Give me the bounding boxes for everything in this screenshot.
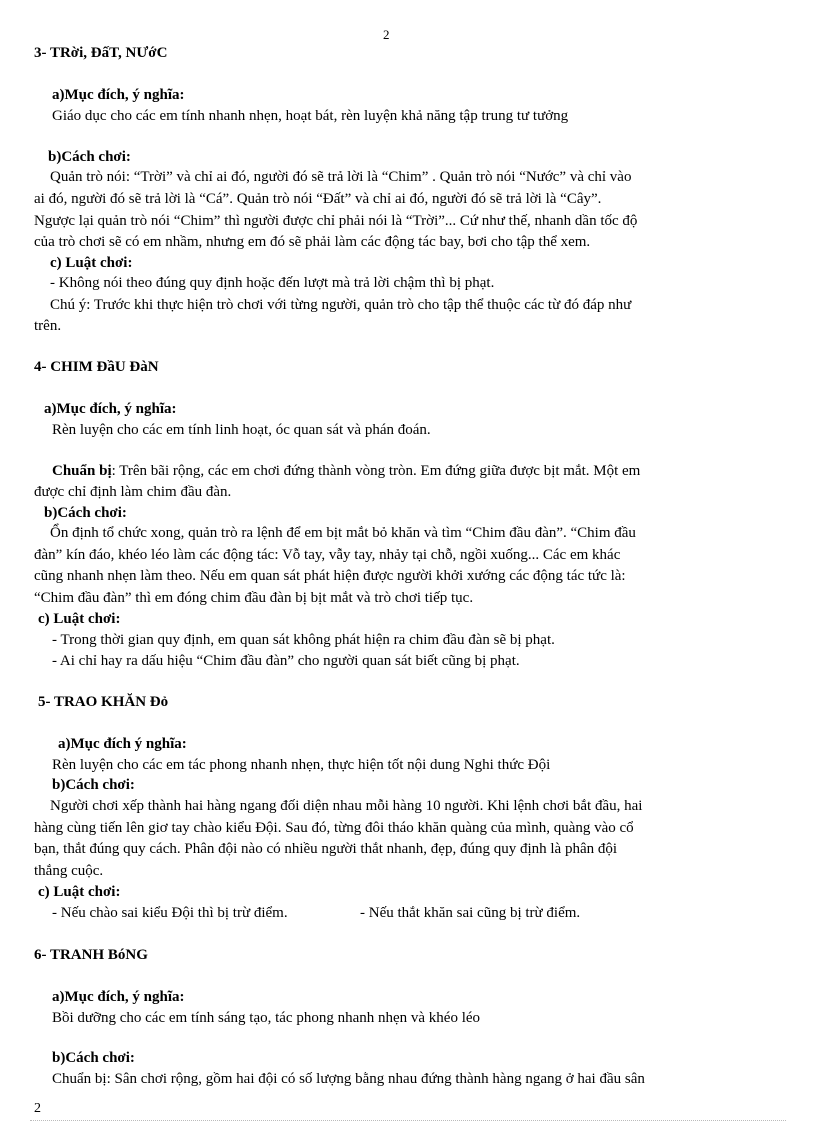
section5-rule-2: - Nếu thắt khăn sai cũng bị trừ điểm. <box>360 905 581 921</box>
section3-play-line: Quản trò nói: “Trời” và chỉ ai đó, người đó sẽ trả lời là “Chim” . Quản trò nói “Nước” và chỉ vào <box>50 169 632 185</box>
section5-play-line: thắng cuộc. <box>34 863 104 879</box>
section4-prep-text: : Trên bãi rộng, các em chơi đứng thành vòng tròn. Em đứng giữa được bịt mắt. Một em <box>111 463 641 479</box>
section5-rules-heading: c) Luật chơi: <box>38 884 121 900</box>
section4-prep-label: Chuẩn bị <box>52 463 112 479</box>
section3-purpose-heading: a)Mục đích, ý nghĩa: <box>52 87 185 103</box>
section5-play-line: bạn, thắt đúng quy cách. Phân đội nào có nhiều người thắt nhanh, đẹp, đúng quy định là phân đội <box>34 841 618 857</box>
section4-rule-line: - Ai chỉ hay ra dấu hiệu “Chim đầu đàn” cho người quan sát biết cũng bị phạt. <box>52 653 520 669</box>
section5-purpose-heading: a)Mục đích ý nghĩa: <box>58 736 187 752</box>
section5-purpose-text: Rèn luyện cho các em tác phong nhanh nhẹn, thực hiện tốt nội dung Nghi thức Đội <box>52 757 551 773</box>
section3-play-line: của trò chơi sẽ có em nhầm, nhưng em đó sẽ phải làm các động tác bay, bơi cho tập thể xem. <box>34 234 591 250</box>
section3-title: 3- TRời, ĐấT, NƯớC <box>34 45 168 61</box>
section6-purpose-text: Bồi dưỡng cho các em tính sáng tạo, tác phong nhanh nhẹn và khéo léo <box>52 1010 481 1026</box>
section4-prep-line2: được chỉ định làm chim đầu đàn. <box>34 484 232 500</box>
section5-play-heading: b)Cách chơi: <box>52 777 135 793</box>
section3-purpose-text: Giáo dục cho các em tính nhanh nhẹn, hoạt bát, rèn luyện khả năng tập trung tư tưởng <box>52 108 569 124</box>
section4-prep-line <box>52 462 640 480</box>
section3-play-line: ai đó, người đó sẽ trả lời là “Cá”. Quản trò nói “Đất” và chỉ ai đó, người đó sẽ trả lời là “Cây”. <box>34 191 602 207</box>
section6-purpose-heading: a)Mục đích, ý nghĩa: <box>52 989 185 1005</box>
footer-divider <box>30 1120 786 1121</box>
section3-play-line: Ngược lại quản trò nói “Chim” thì người được chỉ phải nói là “Trời”... Cứ như thế, nhanh dần tốc độ <box>34 213 638 229</box>
section4-purpose-heading: a)Mục đích, ý nghĩa: <box>44 401 177 417</box>
section5-rule-1: - Nếu chào sai kiểu Đội thì bị trừ điểm. <box>52 905 288 921</box>
page-number-bottom: 2 <box>34 1101 41 1116</box>
section6-title: 6- TRANH BóNG <box>34 947 148 963</box>
section4-purpose-text: Rèn luyện cho các em tính linh hoạt, óc quan sát và phán đoán. <box>52 422 431 438</box>
section6-play-line: Chuẩn bị: Sân chơi rộng, gồm hai đội có số lượng bằng nhau đứng thành hàng ngang ở hai đầu sân <box>52 1071 645 1087</box>
section4-rule-line: - Trong thời gian quy định, em quan sát không phát hiện ra chim đầu đàn sẽ bị phạt. <box>52 632 555 648</box>
section3-play-heading: b)Cách chơi: <box>48 149 131 165</box>
section3-rule-line: Chú ý: Trước khi thực hiện trò chơi với từng người, quản trò cho tập thể thuộc các từ đó đáp như <box>50 297 632 313</box>
section5-title: 5- TRAO KHĂN Đỏ <box>38 694 169 710</box>
section4-play-heading: b)Cách chơi: <box>44 505 127 521</box>
section3-rule-line: - Không nói theo đúng quy định hoặc đến lượt mà trả lời chậm thì bị phạt. <box>50 275 495 291</box>
section5-play-line: Người chơi xếp thành hai hàng ngang đối diện nhau mỗi hàng 10 người. Khi lệnh chơi bắt đầu, hai <box>50 798 643 814</box>
section4-play-line: “Chim đầu đàn” thì em đóng chim đầu đàn bị bịt mắt và trò chơi tiếp tục. <box>34 590 474 606</box>
section6-play-heading: b)Cách chơi: <box>52 1050 135 1066</box>
page-number-top: 2 <box>383 27 390 42</box>
section5-play-line: hàng cùng tiến lên giơ tay chào kiểu Đội. Sau đó, từng đôi tháo khăn quàng của mình, quàng vào cổ <box>34 820 634 836</box>
section3-rule-line: trên. <box>34 318 62 334</box>
section4-play-line: cũng nhanh nhẹn làm theo. Nếu em quan sát phát hiện được người khởi xướng các động tác tức là: <box>34 568 626 584</box>
section4-rules-heading: c) Luật chơi: <box>38 611 121 627</box>
section3-rules-heading: c) Luật chơi: <box>50 255 133 271</box>
section4-play-line: đàn” kín đáo, khéo léo làm các động tác: Vỗ tay, vẫy tay, nhảy tại chỗ, ngồi xuống... Các em khác <box>34 547 621 563</box>
section4-title: 4- CHIM ĐầU ĐàN <box>34 359 159 375</box>
section4-play-line: Ổn định tổ chức xong, quản trò ra lệnh để em bịt mắt bỏ khăn và tìm “Chim đầu đàn”. “Chim đầu <box>50 525 636 541</box>
